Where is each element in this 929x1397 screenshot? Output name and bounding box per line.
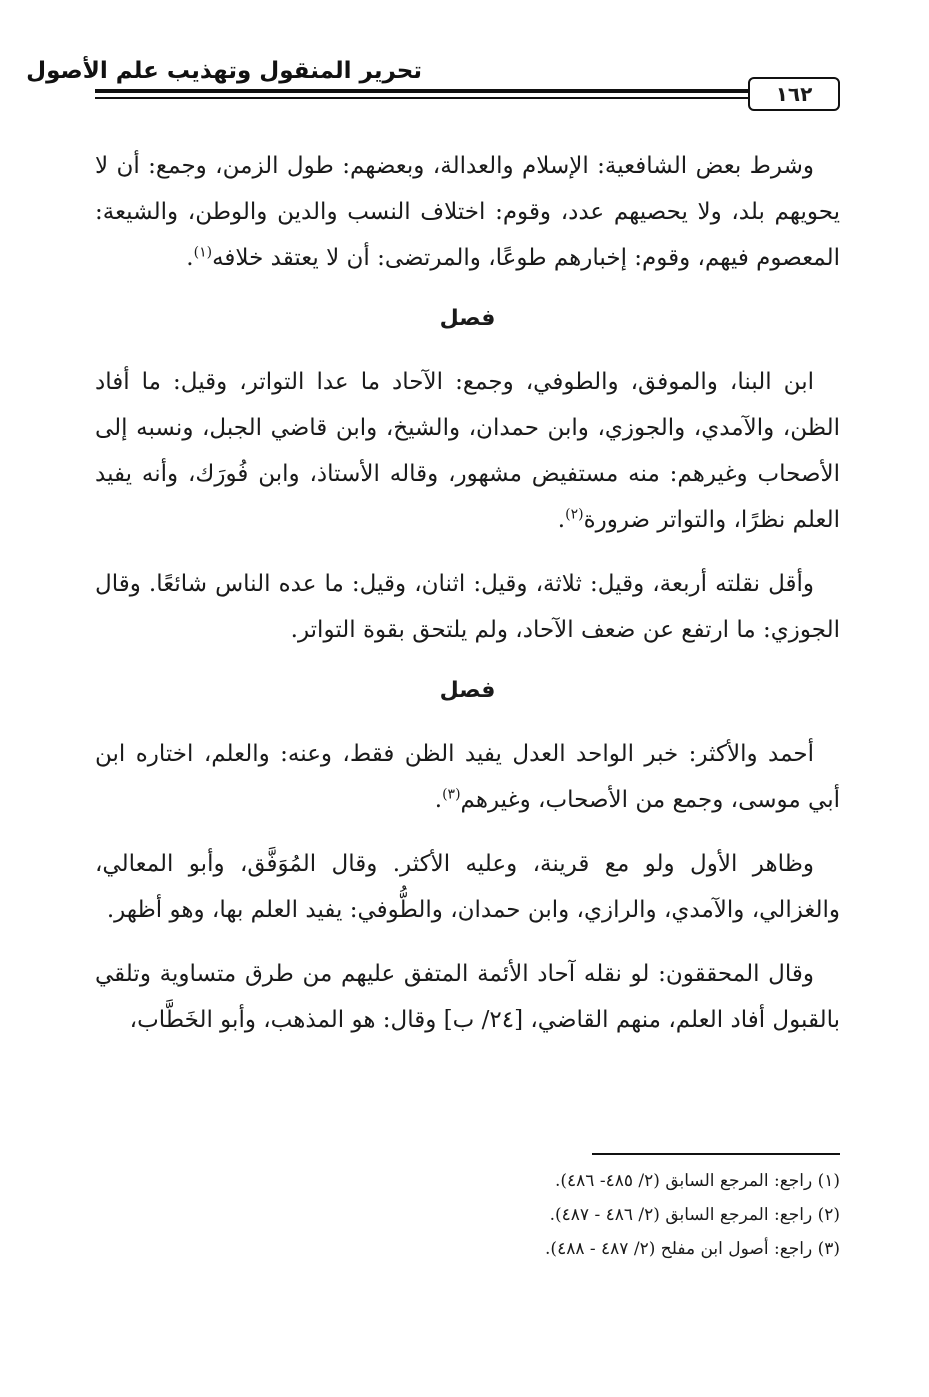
- footnote-ref: (١): [193, 244, 213, 261]
- footnote-ref: (٣): [442, 786, 461, 803]
- paragraph: ابن البنا، والموفق، والطوفي، وجمع: الآحاد ما عدا التواتر، وقيل: ما أفاد الظن، والآمدي، والجوزي، وابن حمدان، والشيخ، وابن قاضي الجبل، ونسبه إلى الأصحاب وغيرهم: منه مستفيض مشهور، وقاله الأستاذ، وابن فُورَك، وأنه يفيد العلم نظرًا، والتواتر ضرورة$^{(٢)}$.: [95, 369, 840, 533]
- footnote: (٣) راجع: أصول ابن مفلح (٢/ ٤٨٧ - ٤٨٨).: [545, 1239, 840, 1259]
- paragraph-text: أحمد والأكثر: خبر الواحد العدل يفيد الظن فقط، وعنه: والعلم، اختاره ابن أبي موسى، وجمع من الأصحاب، وغيرهم: [95, 741, 840, 813]
- paragraph: وقال المحققون: لو نقله آحاد الأئمة المتفق عليهم من طرق متساوية وتلقي بالقبول أفاد العلم، منهم القاضي، [٢٤/ ب] وقال: هو المذهب، وأبو الخَطَّاب،: [95, 961, 840, 1033]
- footnote-separator: [592, 1153, 840, 1155]
- running-title: تحرير المنقول وتهذيب علم الأصول: [26, 58, 422, 84]
- paragraph: وشرط بعض الشافعية: الإسلام والعدالة، وبعضهم: طول الزمن، وجمع: أن لا يحويهم بلد، ولا يحصيهم عدد، وقوم: اختلاف النسب والدين والوطن، والشيعة: المعصوم فيهم، وقوم: إخبارهم طوعًا، والمرتضى: أن لا يعتقد خلافه$^{(١)}$.: [95, 153, 840, 271]
- header-rule-thin: [95, 97, 760, 99]
- paragraph-text: ابن البنا، والموفق، والطوفي، وجمع: الآحاد ما عدا التواتر، وقيل: ما أفاد الظن، والآمدي، والجوزي، وابن حمدان، والشيخ، وابن قاضي الجبل، ونسبه إلى الأصحاب وغيرهم: منه مستفيض مشهور، وقاله الأستاذ، وابن فُورَك، وأنه يفيد العلم نظرًا، والتواتر ضرورة: [95, 369, 840, 533]
- section-heading: فصل: [439, 306, 496, 331]
- paragraph-text: وشرط بعض الشافعية: الإسلام والعدالة، وبعضهم: طول الزمن، وجمع: أن لا يحويهم بلد، ولا يحصيهم عدد، وقوم: اختلاف النسب والدين والوطن، والشيعة: المعصوم فيهم، وقوم: إخبارهم طوعًا، والمرتضى: أن لا يعتقد خلافه: [95, 153, 840, 271]
- section-heading: فصل: [439, 678, 496, 703]
- page-number: ١٦٢: [748, 77, 840, 111]
- page-header: [26, 52, 840, 112]
- book-page: [26, 0, 840, 1397]
- footnote: (٢) راجع: المرجع السابق (٢/ ٤٨٦ - ٤٨٧).: [549, 1205, 840, 1225]
- paragraph: أحمد والأكثر: خبر الواحد العدل يفيد الظن فقط، وعنه: والعلم، اختاره ابن أبي موسى، وجمع من الأصحاب، وغيرهم$^{(٣)}$.: [95, 741, 840, 813]
- paragraph: وأقل نقلته أربعة، وقيل: ثلاثة، وقيل: اثنان، وقيل: ما عده الناس شائعًا. وقال الجوزي: ما ارتفع عن ضعف الآحاد، ولم يلتحق بقوة التواتر.: [95, 571, 840, 643]
- footnote: (١) راجع: المرجع السابق (٢/ ٤٨٥- ٤٨٦).: [555, 1171, 840, 1191]
- header-rule: [95, 89, 760, 93]
- paragraph: وظاهر الأول ولو مع قرينة، وعليه الأكثر. وقال المُوَفَّق، وأبو المعالي، والغزالي، والآمدي، والرازي، وابن حمدان، والطُّوفي: يفيد العلم بها، وهو أظهر.: [95, 851, 840, 923]
- main-text: [95, 143, 840, 1061]
- footnote-ref: (٢): [565, 506, 584, 523]
- footnotes: [95, 1164, 840, 1266]
